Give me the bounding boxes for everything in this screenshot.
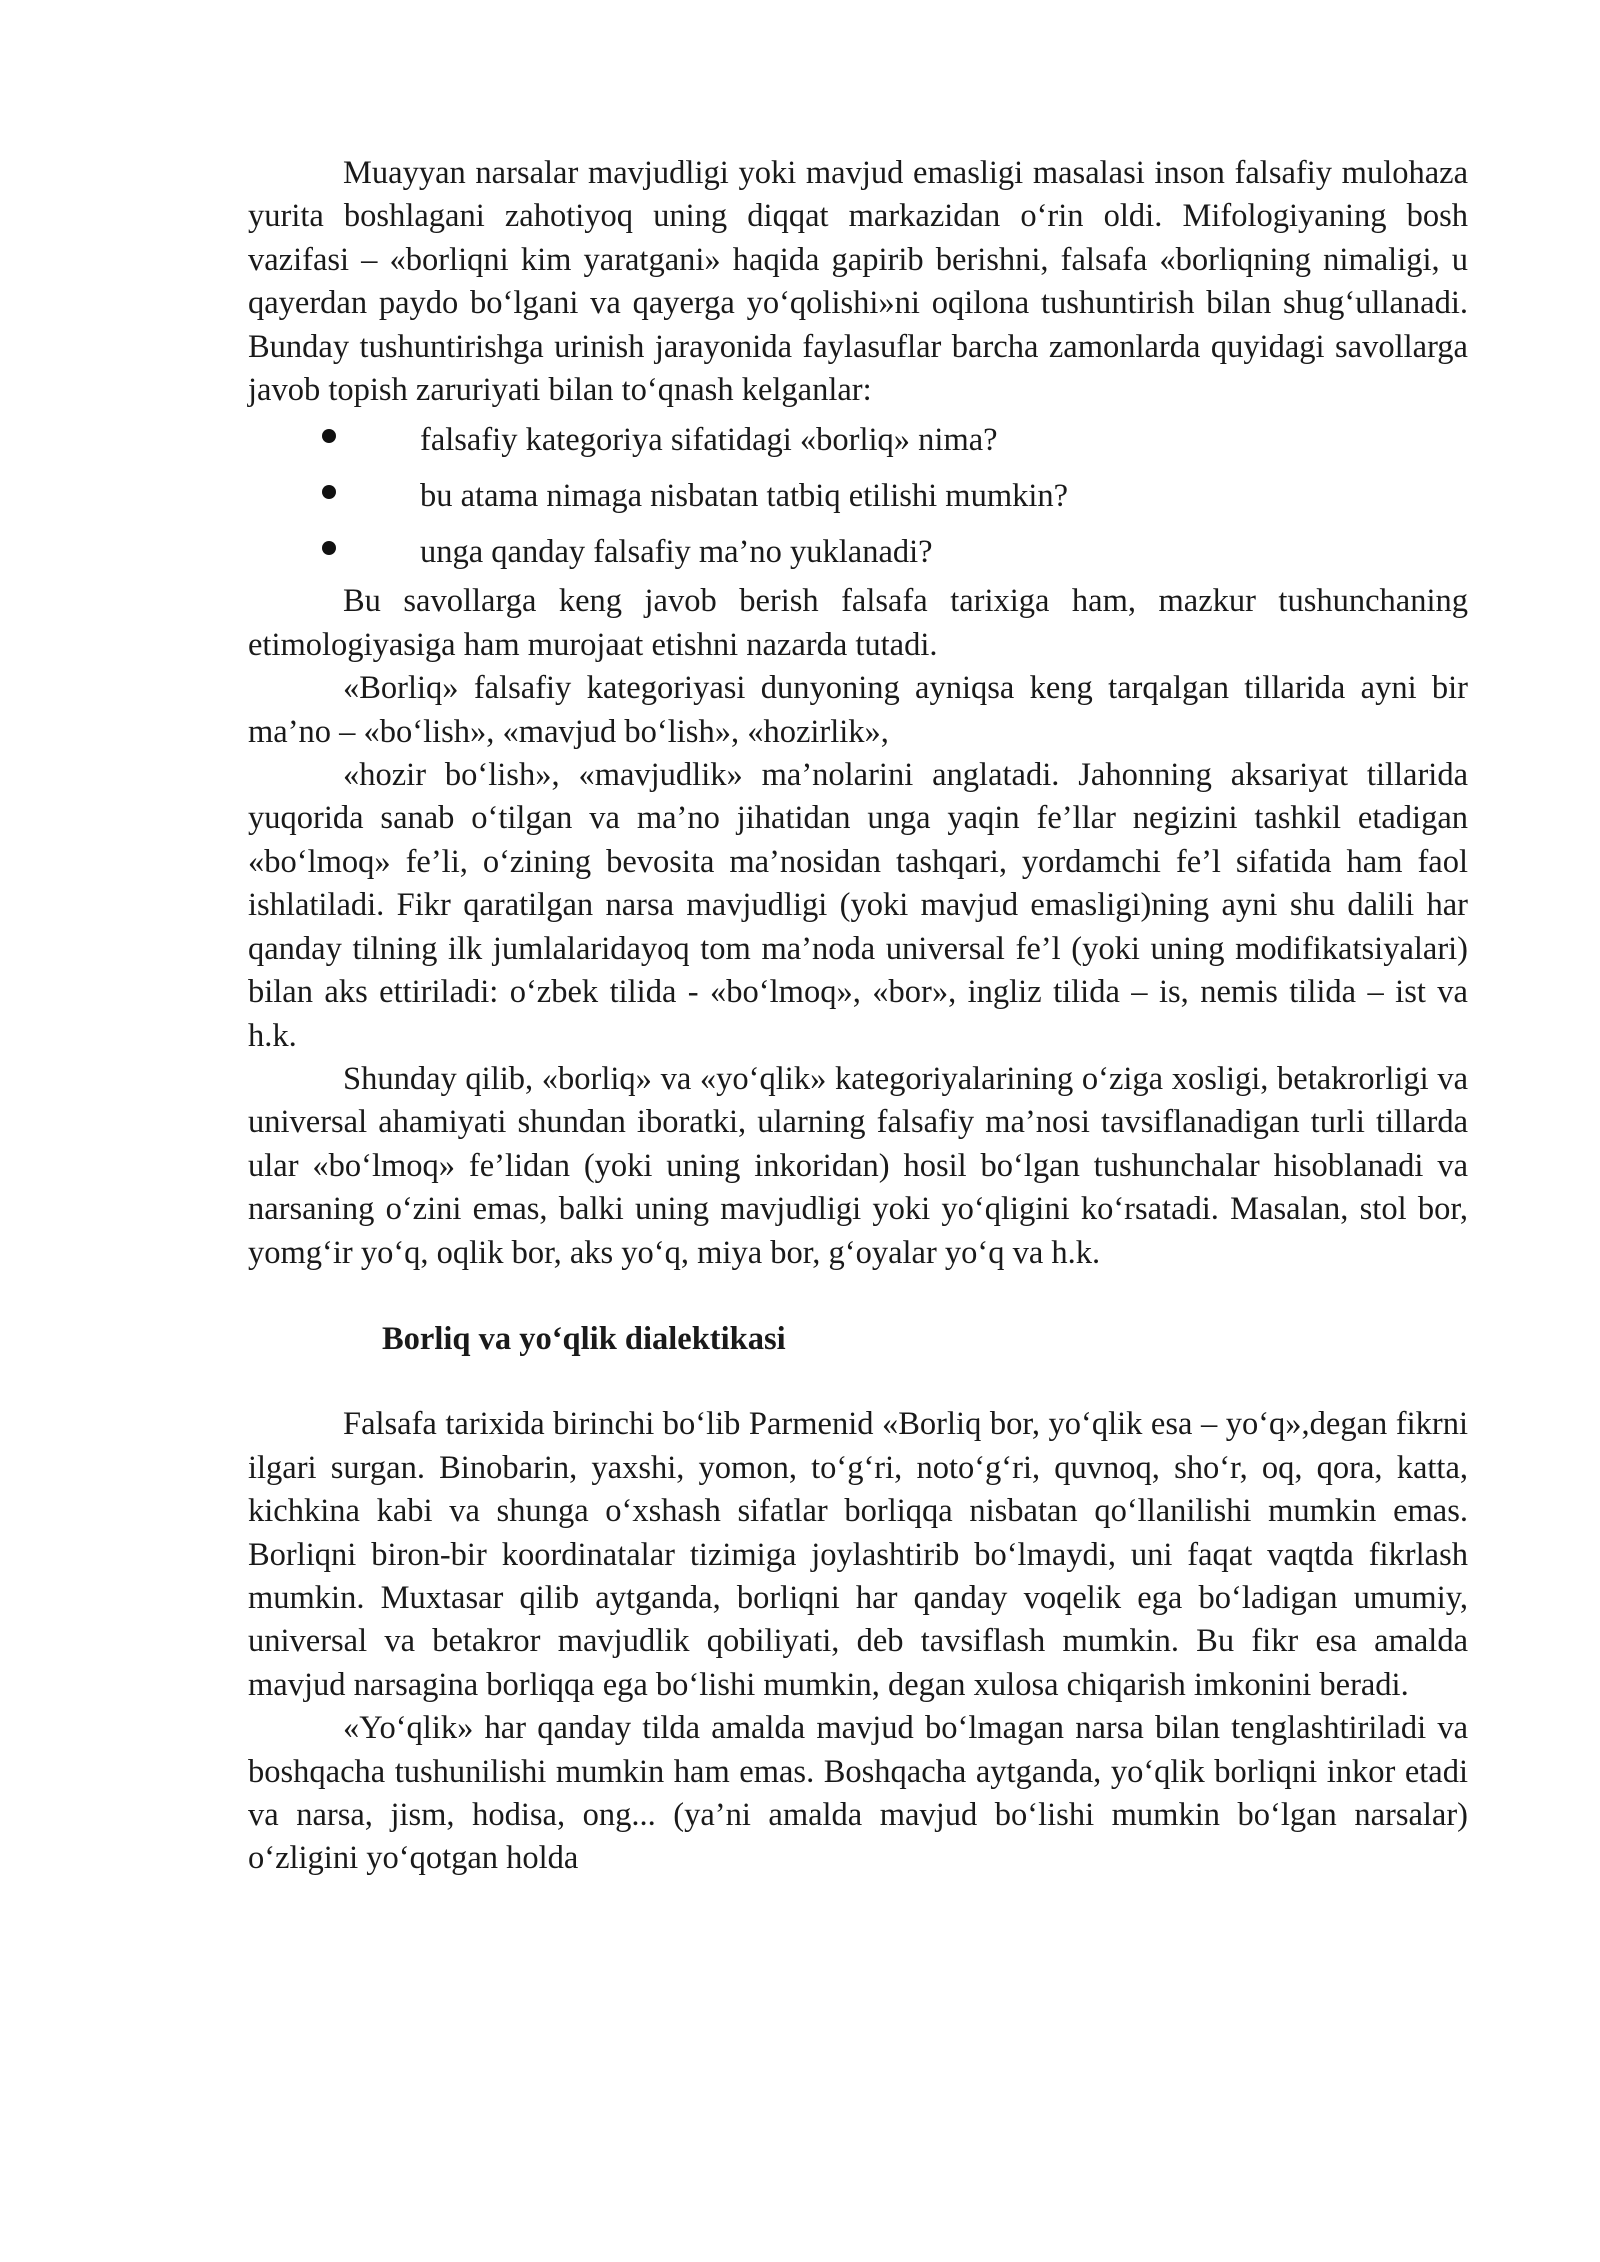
document-page — [248, 152, 1468, 1881]
paragraph-yoqlik: «Yo‘qlik» har qanday tilda amalda mavjud bo‘lmagan narsa bilan tenglashtiriladi va boshqacha tushunilishi mumkin ham emas. Boshqacha aytganda, yo‘qlik borliqni inkor etadi va narsa, jism, hodisa, ong... (ya’ni amalda mavjud bo‘lishi mumkin bo‘lgan narsalar) o‘zligini yo‘qotgan holda — [248, 1710, 1468, 1877]
question-list — [248, 412, 1468, 580]
paragraph-questions-answer: Bu savollarga keng javob berish falsafa tarixiga ham, mazkur tushunchaning etimologiyasiga ham murojaat etishni nazarda tutadi. — [248, 583, 1468, 663]
list-item — [248, 468, 1468, 524]
question-text: falsafiy kategoriya sifatidagi «borliq» nima? — [420, 422, 998, 459]
list-item — [248, 524, 1468, 580]
bullet-icon — [322, 429, 336, 443]
paragraph-borliq-meanings: «hozir bo‘lish», «mavjudlik» ma’nolarini anglatadi. Jahonning aksariyat tillarida yuqorida sanab o‘tilgan va ma’no jihatidan unga yaqin fe’llar negizini tashkil etadigan «bo‘lmoq» fe’li, o‘zining bevosita ma’nosidan tashqari, yordamchi fe’l sifatida ham faol ishlatiladi. Fikr qaratilgan narsa mavjudligi (yoki mavjud emasligi)ning ayni shu dalili har qanday tilning ilk jumlalaridayoq tom ma’noda universal fe’l (yoki uning modifikatsiyalari) bilan aks ettiriladi: o‘zbek tilida - «bo‘lmoq», «bor», ingliz tilida – is, nemis tilida – ist va h.k. — [248, 757, 1468, 1054]
paragraph-parmenid: Falsafa tarixida birinchi bo‘lib Parmenid «Borliq bor, yo‘qlik esa – yo‘q»,degan fikrni ilgari surgan. Binobarin, yaxshi, yomon, to‘g‘ri, noto‘g‘ri, quvnoq, sho‘r, oq, qora, katta, kichkina kabi va shunga o‘xshash sifatlar borliqqa nisbatan qo‘llanilishi mumkin emas. Borliqni biron-bir koordinatalar tizimiga joylashtirib bo‘lmaydi, uni faqat vaqtda fikrlash mumkin. Muxtasar qilib aytganda, borliqni har qanday voqelik ega bo‘ladigan umumiy, universal va betakror mavjudlik qobiliyati, deb tavsiflash mumkin. Bu fikr esa amalda mavjud narsagina borliqqa ega bo‘lishi mumkin, degan xulosa chiqarish imkonini beradi. — [248, 1406, 1468, 1703]
bullet-icon — [322, 485, 336, 499]
paragraph-borliq-category: «Borliq» falsafiy kategoriyasi dunyoning ayniqsa keng tarqalgan tillarida ayni bir ma’no – «bo‘lish», «mavjud bo‘lish», «hozirlik», — [248, 670, 1468, 750]
question-text: bu atama nimaga nisbatan tatbiq etilishi mumkin? — [420, 478, 1069, 515]
question-text: unga qanday falsafiy ma’no yuklanadi? — [420, 534, 933, 571]
paragraph-conclusion: Shunday qilib, «borliq» va «yo‘qlik» kategoriyalarining o‘ziga xosligi, betakrorligi va universal ahamiyati shundan iboratki, ularning falsafiy ma’nosi tavsiflanadigan turli tillarda ular «bo‘lmoq» fe’lidan (yoki uning inkoridan) hosil bo‘lgan tushunchalar hisoblanadi va narsaning o‘zini emas, balki uning mavjudligi yoki yo‘qligini ko‘rsatadi. Masalan, stol bor, yomg‘ir yo‘q, oqlik bor, aks yo‘q, miya bor, g‘oyalar yo‘q va h.k. — [248, 1060, 1468, 1271]
bullet-icon — [322, 541, 336, 555]
list-item — [248, 412, 1468, 468]
section-heading: Borliq va yo‘qlik dialektikasi — [382, 1320, 786, 1357]
paragraph-intro: Muayyan narsalar mavjudligi yoki mavjud emasligi masalasi inson falsafiy mulohaza yurita boshlagani zahotiyoq uning diqqat markazidan o‘rin oldi. Mifologiyaning bosh vazifasi – «borliqni kim yaratgani» haqida gapirib berishni, falsafa «borliqning nimaligi, u qayerdan paydo bo‘lgani va qayerga yo‘qolishi»ni oqilona tushuntirish bilan shug‘ullanadi. Bunday tushuntirishga urinish jarayonida faylasuflar barcha zamonlarda quyidagi savollarga javob topish zaruriyati bilan to‘qnash kelganlar: — [248, 155, 1468, 409]
